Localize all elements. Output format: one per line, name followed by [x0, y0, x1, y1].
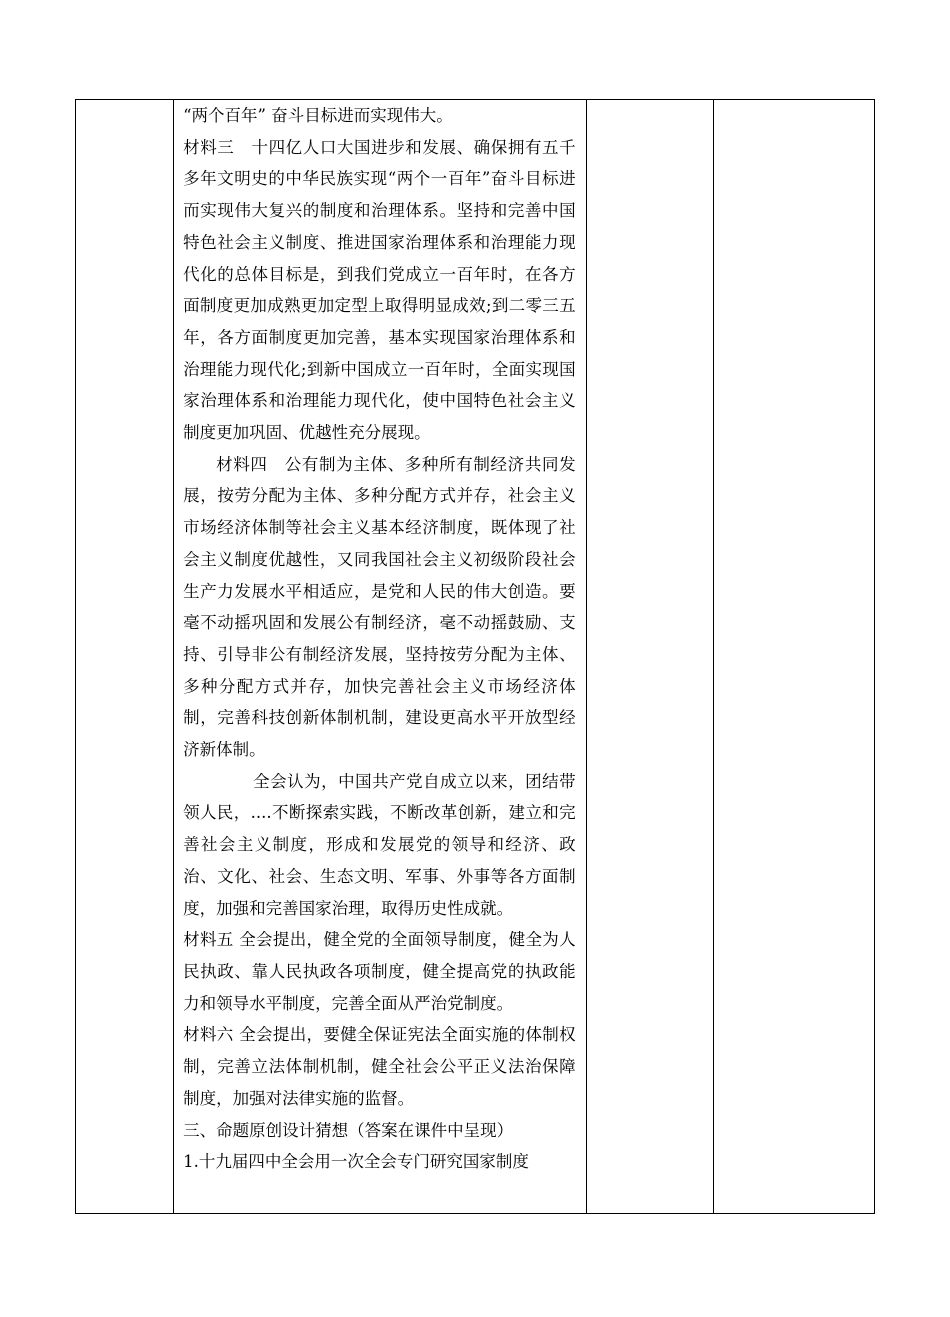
paragraph-plenum-statement: 全会认为，中国共产党自成立以来，团结带领人民，....不断探索实践，不断改革创新，建立和完善社会主义制度，形成和发展党的领导和经济、政治、文化、社会、生态文明、军事、外事等各方面制度，加强和完善国家治理，取得历史性成就。 [183, 771, 576, 918]
table-cell-blank-fourth [713, 100, 874, 1214]
paragraph-material-six: 材料六 全会提出，要健全保证宪法全面实施的体制权制，完善立法体制机制，健全社会公平正义法治保障制度，加强对法律实施的监督。 [183, 1025, 576, 1108]
paragraph-continuation: “两个百年” 奋斗目标进而实现伟大。 [183, 106, 453, 125]
table-row [76, 100, 875, 1214]
table-cell-blank-third [586, 100, 713, 1214]
paragraph-material-four: 材料四 公有制为主体、多种所有制经济共同发展，按劳分配为主体、多种分配方式并存，社会主义市场经济体制等社会主义基本经济制度，既体现了社会主义制度优越性，又同我国社会主义初级阶段社会生产力发展水平相适应，是党和人民的伟大创造。要毫不动摇巩固和发展公有制经济，毫不动摇鼓励、支持、引导非公有制经济发展，坚持按劳分配为主体、多种分配方式并存，加快完善社会主义市场经济体制，完善科技创新体制机制，建设更高水平开放型经济新体制。 [183, 454, 576, 760]
question-one: 1.十九届四中全会用一次全会专门研究国家制度 [183, 1152, 529, 1172]
lesson-plan-table [75, 99, 875, 1214]
table-cell-left-blank [76, 100, 174, 1214]
paragraph-material-five: 材料五 全会提出，健全党的全面领导制度，健全为人民执政、靠人民执政各项制度，健全提高党的执政能力和领导水平制度，完善全面从严治党制度。 [183, 930, 576, 1013]
section-heading: 三、命题原创设计猜想（答案在课件中呈现） [183, 1120, 514, 1140]
content-text [174, 100, 586, 1178]
table-cell-content [174, 100, 587, 1214]
paragraph-material-three: 材料三 十四亿人口大国进步和发展、确保拥有五千多年文明史的中华民族实现“两个一百年”奋斗目标进而实现伟大复兴的制度和治理体系。坚持和完善中国特色社会主义制度、推进国家治理体系和治理能力现代化的总体目标是，到我们党成立一百年时，在各方面制度更加成熟更加定型上取得明显成效;到二零三五年，各方面制度更加完善，基本实现国家治理体系和治理能力现代化;到新中国成立一百年时，全面实现国家治理体系和治理能力现代化，使中国特色社会主义制度更加巩固、优越性充分展现。 [183, 137, 576, 443]
